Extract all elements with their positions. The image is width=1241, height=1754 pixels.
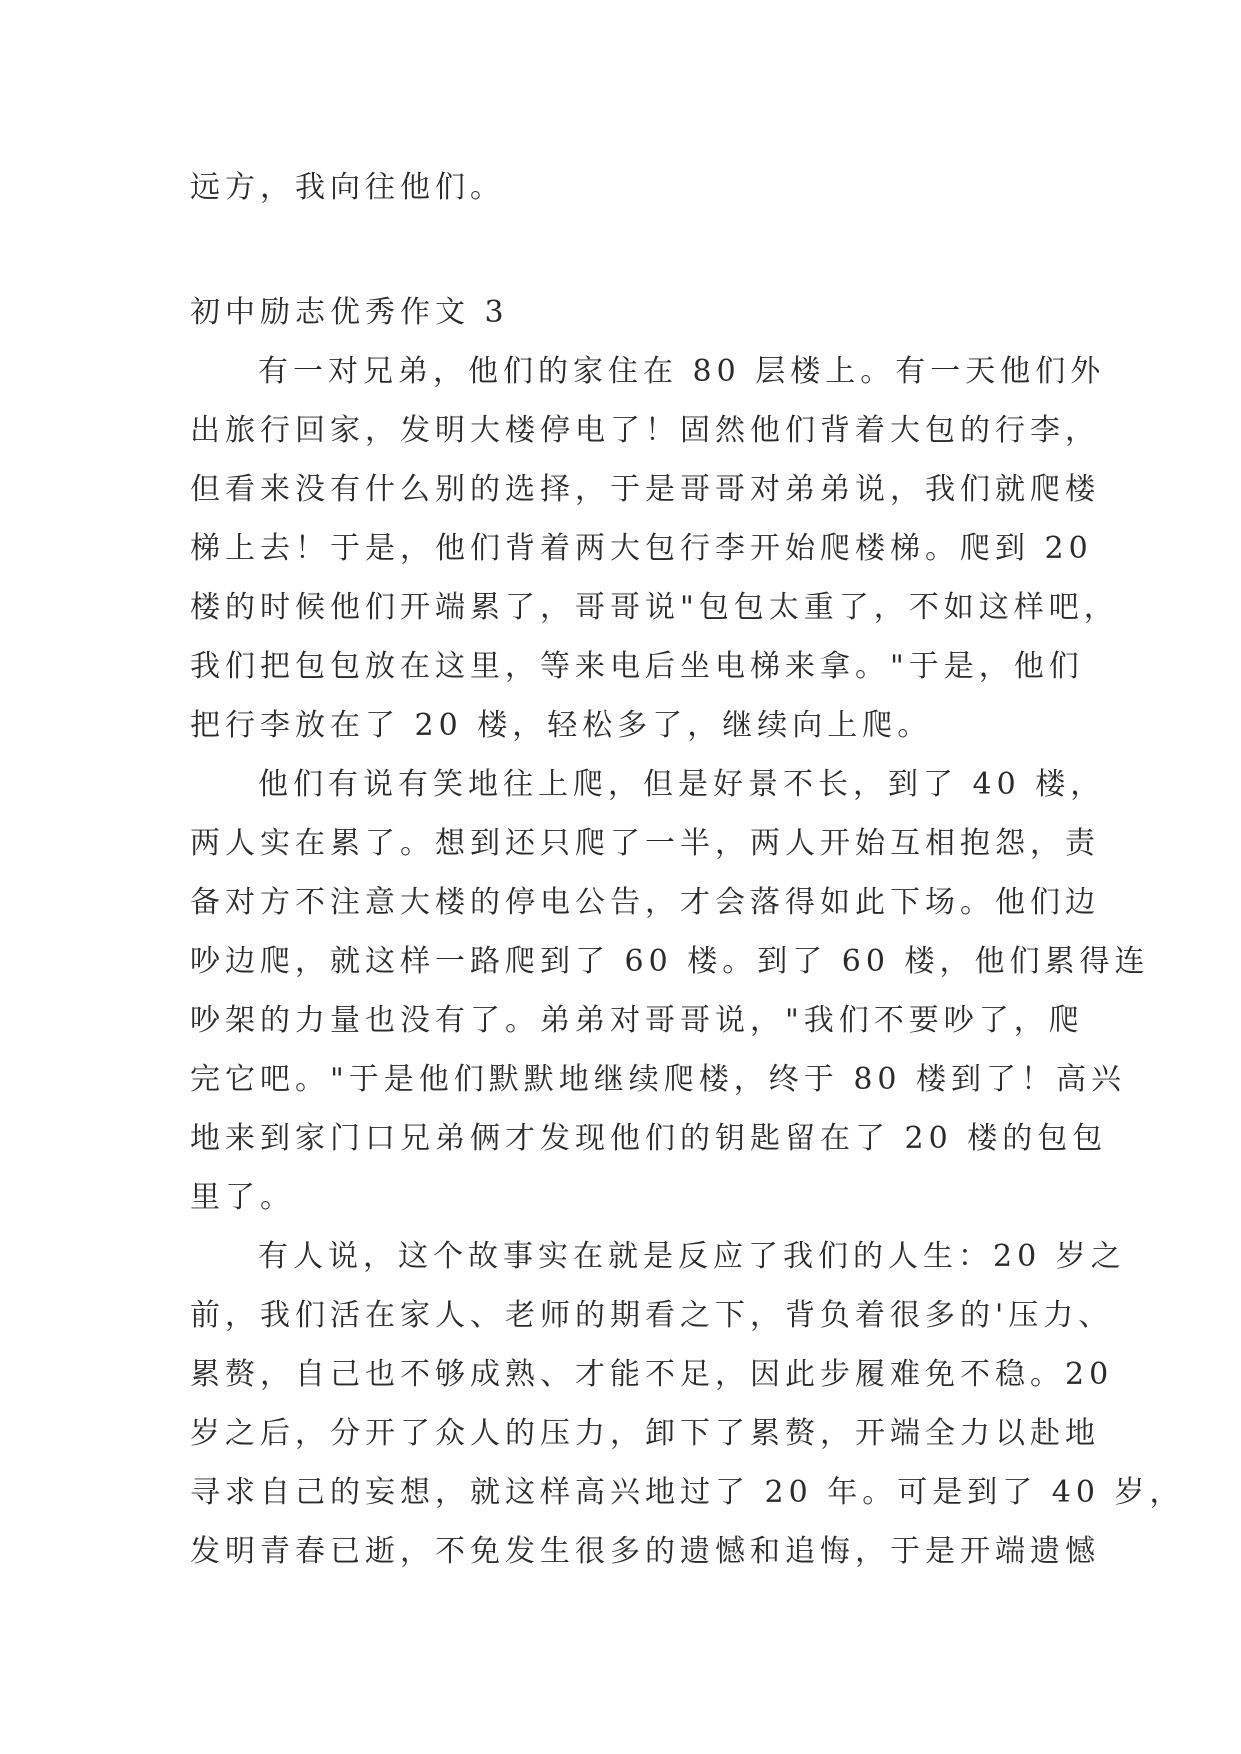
text-line: 完它吧。"于是他们默默地继续爬楼，终于 80 楼到了！高兴 xyxy=(190,1062,1127,1097)
text-line: 楼的时候他们开端累了，哥哥说"包包太重了，不如这样吧， xyxy=(190,590,1119,625)
text-line: 他们有说有笑地往上爬，但是好景不长，到了 40 楼， xyxy=(258,767,1106,802)
document-body xyxy=(190,158,1185,1581)
text-line: 累赘，自己也不够成熟、才能不足，因此步履难免不稳。20 xyxy=(190,1357,1114,1392)
essay-title: 初中励志优秀作文 3 xyxy=(190,295,509,330)
text-line: 岁之后，分开了众人的压力，卸下了累赘，开端全力以赴地 xyxy=(190,1416,1100,1451)
text-line: 吵边爬，就这样一路爬到了 60 楼。到了 60 楼，他们累得连 xyxy=(190,944,1150,979)
text-line: 两人实在累了。想到还只爬了一半，两人开始互相抱怨，责 xyxy=(190,826,1100,861)
text-line: 寻求自己的妄想，就这样高兴地过了 20 年。可是到了 40 岁， xyxy=(190,1475,1185,1510)
text-line: 吵架的力量也没有了。弟弟对哥哥说，"我们不要吵了，爬 xyxy=(190,1003,1084,1038)
text-line: 但看来没有什么别的选择，于是哥哥对弟弟说，我们就爬楼 xyxy=(190,472,1100,507)
text-line: 远方，我向往他们。 xyxy=(190,170,505,205)
text-line: 前，我们活在家人、老师的期看之下，背负着很多的'压力、 xyxy=(190,1298,1114,1333)
paragraph xyxy=(190,755,1150,1227)
text-line: 备对方不注意大楼的停电公告，才会落得如此下场。他们边 xyxy=(190,885,1100,920)
text-line: 有人说，这个故事实在就是反应了我们的人生：20 岁之 xyxy=(258,1239,1126,1274)
text-line: 我们把包包放在这里，等来电后坐电梯来拿。"于是，他们 xyxy=(190,649,1084,684)
text-line: 里了。 xyxy=(190,1180,295,1215)
paragraph xyxy=(190,1227,1185,1581)
text-line: 梯上去！于是，他们背着两大包行李开始爬楼梯。爬到 20 xyxy=(190,531,1093,566)
text-line: 出旅行回家，发明大楼停电了！固然他们背着大包的行李， xyxy=(190,413,1100,448)
text-line: 把行李放在了 20 楼，轻松多了，继续向上爬。 xyxy=(190,708,933,743)
paragraph xyxy=(190,342,1119,755)
text-line: 地来到家门口兄弟俩才发现他们的钥匙留在了 20 楼的包包 xyxy=(190,1121,1108,1156)
text-line: 有一对兄弟，他们的家住在 80 层楼上。有一天他们外 xyxy=(258,354,1106,389)
text-line: 发明青春已逝，不免发生很多的遗憾和追悔，于是开端遗憾 xyxy=(190,1534,1100,1569)
